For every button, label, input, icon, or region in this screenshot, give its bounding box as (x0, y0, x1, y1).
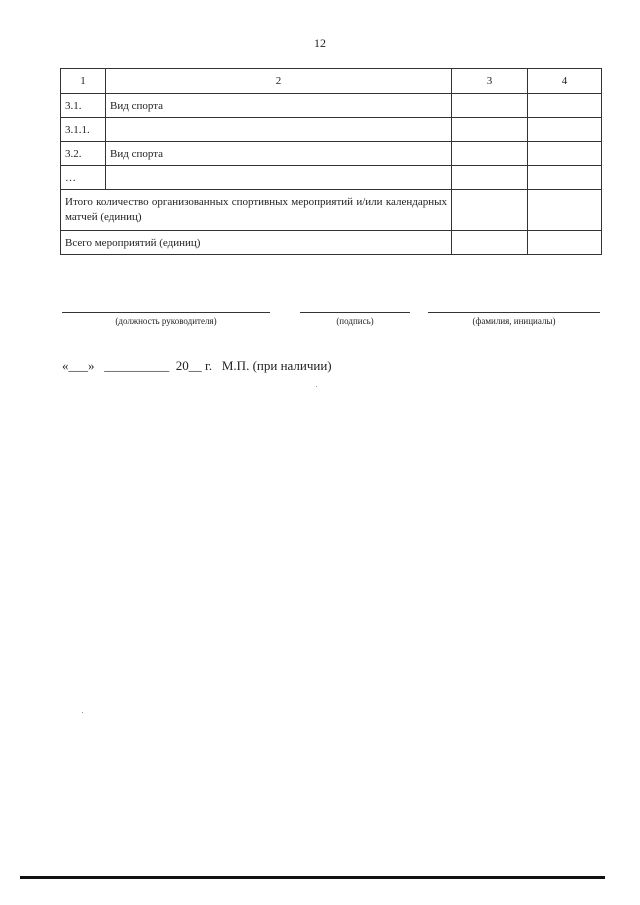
row-value-4 (528, 118, 602, 142)
grand-total-value-3 (452, 231, 528, 255)
table-header-row (61, 69, 602, 94)
scan-speck (316, 386, 317, 387)
name-signature-line (428, 312, 600, 313)
row-sport-name: Вид спорта (106, 142, 452, 166)
header-col-2: 2 (106, 69, 452, 94)
row-number: … (61, 166, 106, 190)
total-events-row (61, 190, 602, 231)
date-year-prefix: 20 (175, 358, 189, 373)
header-col-4: 4 (528, 69, 602, 94)
table-row (61, 118, 602, 142)
total-events-value-3 (452, 190, 528, 231)
date-stamp-line (62, 358, 332, 374)
position-signature-line (62, 312, 270, 313)
scan-edge-bar (20, 876, 605, 879)
row-sport-name: Вид спорта (106, 94, 452, 118)
table-row (61, 142, 602, 166)
page-number: 12 (314, 36, 326, 50)
position-caption: (должность руководителя) (115, 316, 217, 326)
row-value-3 (452, 166, 528, 190)
row-sport-name (106, 166, 452, 190)
table-row (61, 94, 602, 118)
row-value-4 (528, 94, 602, 118)
date-month-blank: __________ (104, 358, 170, 373)
date-year-suffix: г. (205, 358, 213, 373)
row-value-3 (452, 118, 528, 142)
grand-total-label: Всего мероприятий (единиц) (61, 231, 452, 255)
table-row (61, 166, 602, 190)
signature-caption: (подпись) (336, 316, 374, 326)
name-caption: (фамилия, инициалы) (472, 316, 556, 326)
row-value-3 (452, 94, 528, 118)
report-table (60, 68, 602, 255)
date-close-quote: » (88, 358, 95, 373)
total-events-value-4 (528, 190, 602, 231)
row-number: 3.2. (61, 142, 106, 166)
date-open-quote: « (62, 358, 69, 373)
header-col-3: 3 (452, 69, 528, 94)
date-year-blank: __ (188, 358, 202, 373)
total-events-label: Итого количество организованных спортивных мероприятий и/или календарных матчей (единиц) (61, 190, 452, 231)
row-sport-name (106, 118, 452, 142)
date-day-blank: ___ (68, 358, 88, 373)
stamp-label: М.П. (при наличии) (221, 358, 332, 373)
row-value-4 (528, 142, 602, 166)
scan-speck (82, 712, 83, 713)
grand-total-row (61, 231, 602, 255)
row-number: 3.1.1. (61, 118, 106, 142)
signature-line (300, 312, 410, 313)
header-col-1: 1 (61, 69, 106, 94)
row-number: 3.1. (61, 94, 106, 118)
row-value-3 (452, 142, 528, 166)
row-value-4 (528, 166, 602, 190)
grand-total-value-4 (528, 231, 602, 255)
